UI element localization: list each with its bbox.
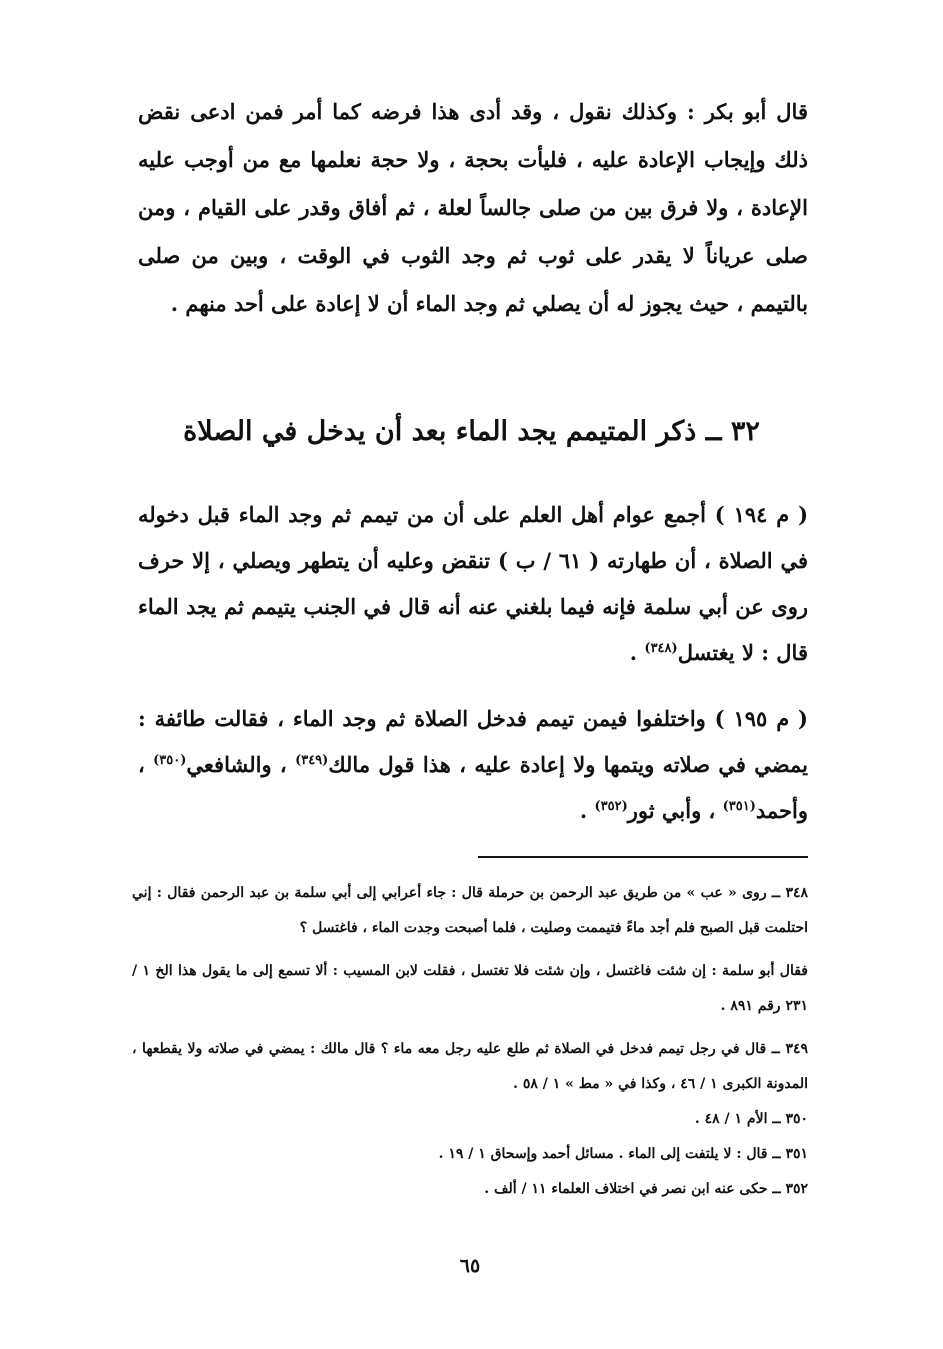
paragraph-194 — [138, 492, 808, 676]
footnote-350: ٣٥٠ ــ الأم ١ / ٤٨ . — [694, 1111, 808, 1127]
section-heading — [150, 410, 793, 454]
footnote-ref-351: (٣٥١) — [722, 799, 756, 814]
footnote-348-part-2: فقال أبو سلمة : إن شئت فاغتسل ، وإن شئت فلا تغتسل ، فقلت لابن المسيب : ألا تسمع إلى ما يقول هذا الخ ١ / ٢٣١ رقم ٨٩١ . — [132, 963, 808, 1014]
footnote-349: ٣٤٩ ــ قال في رجل تيمم فدخل في الصلاة ثم طلع عليه رجل معه ماء ؟ قال مالك : يمضي في صلاته ولا يقطعها ، المدونة الكبرى ١ / ٤٦ ، وكذا في « مط » ١ / ٥٨ . — [132, 1041, 808, 1092]
paragraph-195-text-3: ، وأحمد — [138, 752, 808, 823]
paragraph-195-text-4: ، وأبي ثور — [627, 798, 723, 823]
footnote-ref-350: (٣٥٠) — [153, 753, 187, 768]
paragraph-195-text-2: ، والشافعي — [186, 752, 296, 777]
intro-paragraph — [138, 88, 808, 328]
footnote-ref-348: (٣٤٨) — [644, 641, 678, 656]
paragraph-194-text: ( م ١٩٤ ) أجمع عوام أهل العلم على أن من تيمم ثم وجد الماء قبل دخوله في الصلاة ، أن طهارته ( ٦١ / ب ) تنقض وعليه أن يتطهر ويصلي ، إلا حرف روى عن أبي سلمة فإنه فيما بلغني عنه أنه قال في الجنب يتيمم ثم يجد الماء قال : لا يغتسل — [138, 502, 809, 665]
paragraph-195-end: . — [579, 798, 595, 823]
footnote-352: ٣٥٢ ــ حكى عنه ابن نصر في اختلاف العلماء ١١ / ألف . — [484, 1181, 808, 1197]
paragraph-194-end: . — [629, 640, 645, 665]
footnote-ref-352: (٣٥٢) — [594, 799, 628, 814]
section-heading-text: ٣٢ ــ ذكر المتيمم يجد الماء بعد أن يدخل في الصلاة — [183, 416, 760, 447]
footnote-divider — [478, 856, 808, 858]
paragraph-195-text-1: ( م ١٩٥ ) واختلفوا فيمن تيمم فدخل الصلاة ثم وجد الماء ، فقالت طائفة : يمضي في صلاته ويتمها ولا إعادة عليه ، هذا قول مالك — [138, 706, 808, 777]
paragraph-195 — [138, 696, 808, 834]
page-number: ٦٥ — [459, 1255, 481, 1277]
intro-text: قال أبو بكر : وكذلك نقول ، وقد أدى هذا فرضه كما أمر فمن ادعى نقض ذلك وإيجاب الإعادة عليه ، فليأت بحجة ، ولا حجة نعلمها مع من أوجب عليه الإعادة ، ولا فرق بين من صلى جالساً لعلة ، ثم أفاق وقدر على القيام ، ومن صلى عرياناً لا يقدر على ثوب ثم وجد الثوب في الوقت ، وبين من صلى بالتيمم ، حيث يجوز له أن يصلي ثم وجد الماء أن لا إعادة على أحد منهم . — [138, 99, 808, 316]
footnote-348-part-1: ٣٤٨ ــ روى « عب » من طريق عبد الرحمن بن حرملة قال : جاء أعرابي إلى أبي سلمة بن عبد الرحمن فقال : إني احتلمت قبل الصبح فلم أجد ماءً فتيممت وصليت ، فلما أصبحت وجدت الماء ، فاغتسل ؟ — [132, 885, 808, 936]
footnotes — [132, 876, 808, 1207]
footnote-351: ٣٥١ ــ قال : لا يلتفت إلى الماء . مسائل أحمد وإسحاق ١ / ١٩ . — [438, 1146, 808, 1162]
footnote-ref-349: (٣٤٩) — [295, 753, 329, 768]
